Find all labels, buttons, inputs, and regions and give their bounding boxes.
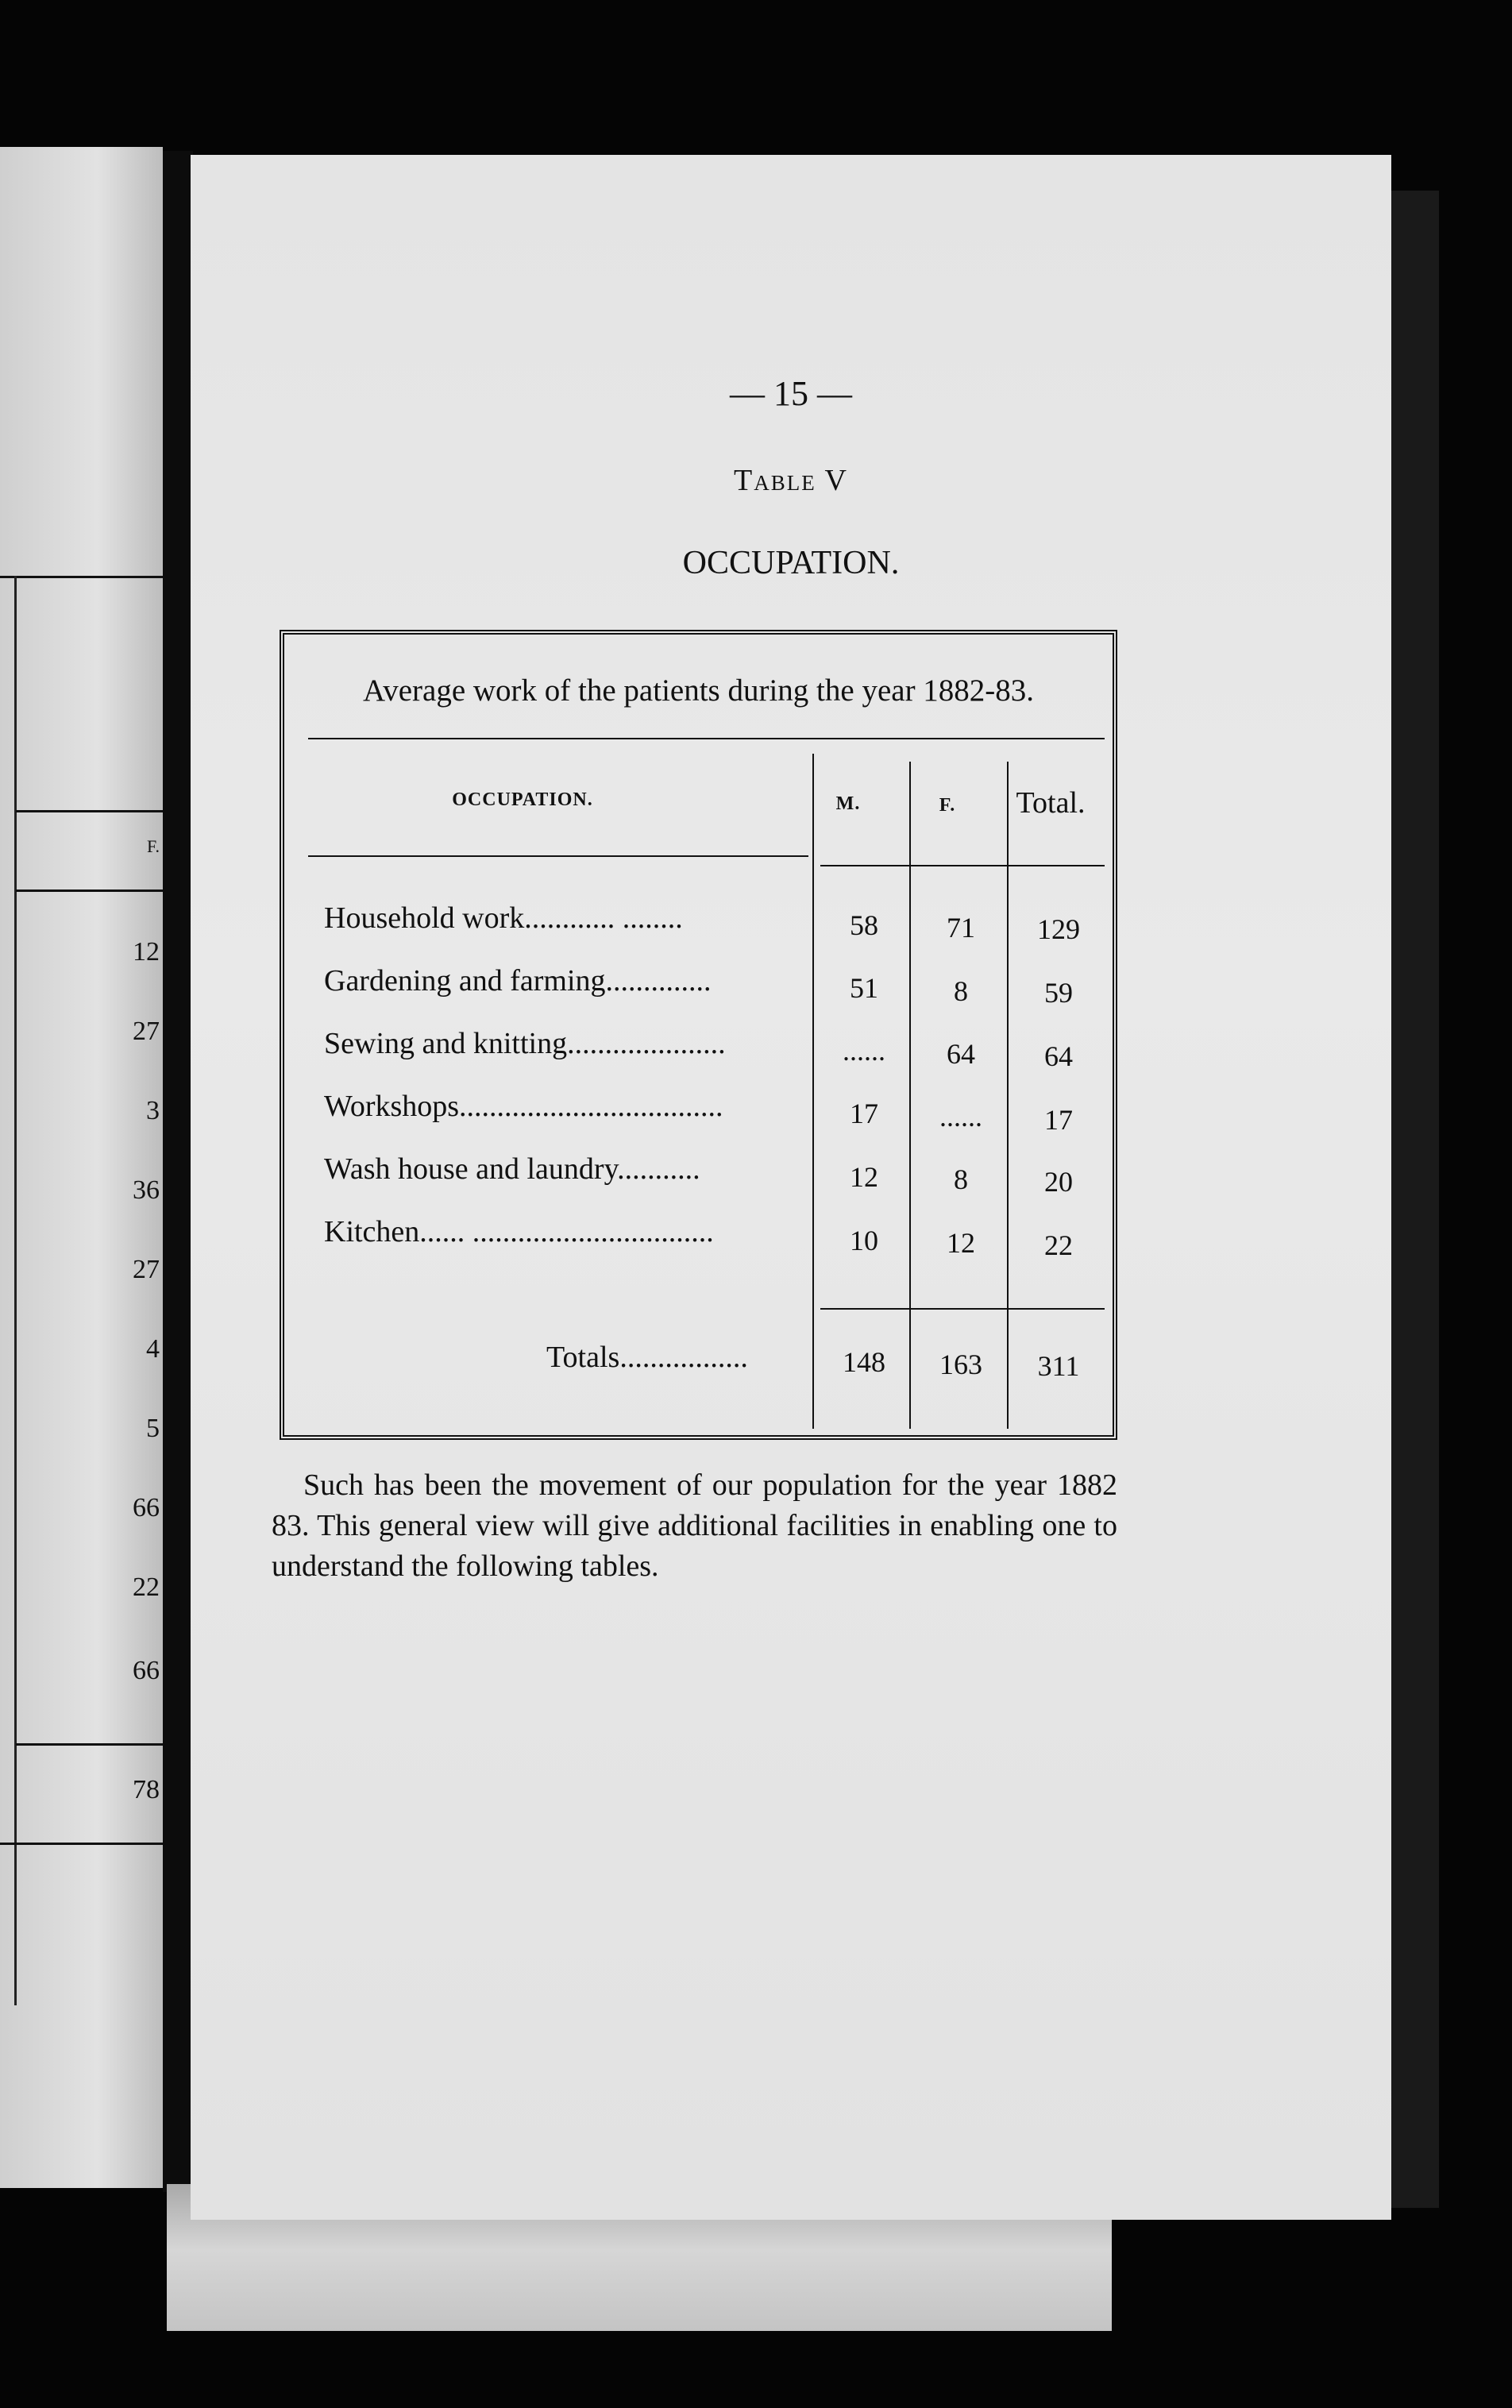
totals-label: Totals................. — [546, 1341, 748, 1374]
cell-male: 51 — [850, 972, 878, 1004]
left-page-number: 66 — [133, 1656, 160, 1685]
total-male: 148 — [843, 1346, 885, 1378]
cell-total: 64 — [1044, 1040, 1073, 1072]
body-paragraph: Such has been the movement of our population for the year 1882 83. This general view will give additional facilities in enabling one to understand the following tables. — [272, 1468, 1117, 1583]
cell-total: 17 — [1044, 1104, 1073, 1136]
row-label: Gardening and farming.............. — [324, 964, 712, 998]
row-label: Sewing and knitting..................... — [324, 1027, 726, 1060]
left-page-number: 3 — [146, 1096, 160, 1125]
totals-rule — [820, 1308, 1105, 1310]
previous-page-fragment — [0, 147, 163, 2188]
cell-male: ...... — [843, 1035, 885, 1067]
cell-female: 71 — [947, 912, 975, 944]
total-overall: 311 — [1037, 1350, 1080, 1382]
row-label: Wash house and laundry........... — [324, 1152, 700, 1186]
cell-total: 20 — [1044, 1166, 1073, 1198]
cell-female: ...... — [939, 1101, 982, 1133]
left-page-column-rule — [14, 576, 17, 2005]
left-page-total-rule — [16, 1743, 163, 1746]
left-page-number: 22 — [133, 1573, 160, 1602]
row-label: Workshops................................... — [324, 1090, 723, 1123]
table-label: Table V — [734, 464, 848, 497]
cell-total: 22 — [1044, 1229, 1073, 1261]
cell-male: 17 — [850, 1098, 878, 1129]
header-rule-values — [820, 865, 1105, 866]
column-header-occupation: OCCUPATION. — [452, 789, 593, 810]
table-title: OCCUPATION. — [682, 545, 900, 581]
left-page-number: 27 — [133, 1255, 160, 1284]
page-number: — 15 — — [730, 374, 852, 413]
row-label: Kitchen...... ................................ — [324, 1215, 714, 1248]
left-page-number: 27 — [133, 1017, 160, 1046]
cell-male: 12 — [850, 1161, 878, 1193]
column-header-total: Total. — [1016, 786, 1086, 820]
cell-total: 129 — [1037, 913, 1080, 945]
left-page-bottom-rule — [0, 1843, 163, 1845]
book-page — [191, 155, 1391, 2220]
cell-female: 8 — [954, 975, 968, 1007]
column-rule — [909, 762, 911, 1429]
left-page-top-rule — [0, 576, 163, 578]
left-page-number: 5 — [146, 1414, 160, 1443]
cell-total: 59 — [1044, 977, 1073, 1009]
left-page-number: 66 — [133, 1493, 160, 1522]
row-label: Household work............ ........ — [324, 901, 683, 935]
left-page-header-rule — [16, 810, 163, 812]
column-rule — [812, 754, 814, 1429]
cell-female: 12 — [947, 1227, 975, 1259]
occupation-table — [280, 630, 1117, 1440]
left-page-header-fragment: F. — [147, 836, 160, 856]
left-page-number: 12 — [133, 937, 160, 967]
left-page-number: 78 — [133, 1775, 160, 1804]
page-edge-shadow — [1391, 191, 1439, 2208]
header-rule — [308, 855, 808, 857]
left-page-subheader-rule — [16, 889, 163, 892]
cell-female: 64 — [947, 1038, 975, 1070]
cell-female: 8 — [954, 1163, 968, 1195]
caption-rule — [308, 738, 1105, 739]
total-female: 163 — [939, 1349, 982, 1380]
table-caption: Average work of the patients during the year 1882-83. — [362, 673, 1035, 708]
cell-male: 58 — [850, 909, 878, 941]
left-page-number: 4 — [146, 1334, 160, 1364]
column-header-female: F. — [939, 795, 956, 816]
cell-male: 10 — [850, 1225, 878, 1256]
book-gutter — [163, 151, 193, 2192]
column-rule — [1007, 762, 1009, 1429]
column-header-male: M. — [835, 793, 861, 814]
left-page-number: 36 — [133, 1175, 160, 1205]
